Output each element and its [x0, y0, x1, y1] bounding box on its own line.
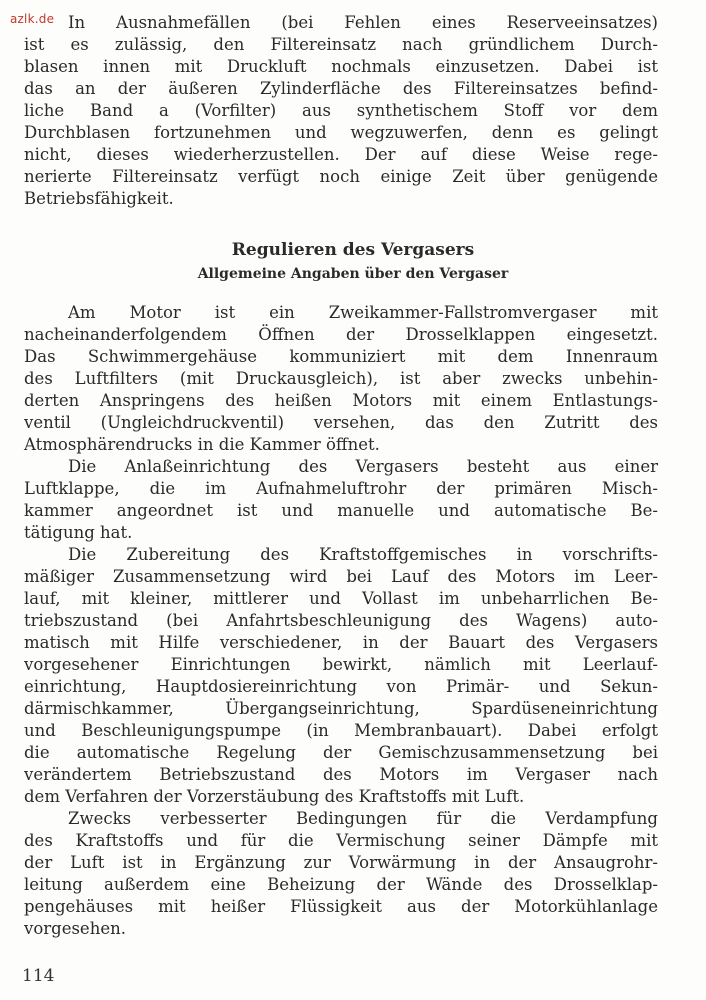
paragraph-filter-cleaning — [24, 12, 658, 210]
text-line: vorgesehen. — [24, 919, 126, 938]
text-line: Durchblasen fortzunehmen und wegzuwerfen, denn es gelingt — [24, 123, 658, 142]
text-line: die automatische Regelung der Gemischzusammensetzung bei — [24, 743, 658, 762]
watermark: azlk.de — [10, 12, 55, 26]
text-line: lauf, mit kleiner, mittlerer und Vollast im unbeharrlichen Be- — [24, 589, 658, 608]
text-line: triebszustand (bei Anfahrtsbeschleunigung des Wagens) auto- — [24, 611, 658, 630]
text-line: leitung außerdem eine Beheizung der Wände des Drosselklap- — [24, 875, 658, 894]
text-line: nicht, dieses wiederherzustellen. Der auf diese Weise rege- — [24, 145, 658, 164]
text-line: des Kraftstoffs und für die Vermischung seiner Dämpfe mit — [24, 831, 658, 850]
text-line: Atmosphärendrucks in die Kammer öffnet. — [24, 435, 380, 454]
text-line: Am Motor ist ein Zweikammer-Fallstromvergaser mit — [68, 303, 658, 322]
text-line: blasen innen mit Druckluft nochmals einzusetzen. Dabei ist — [24, 57, 658, 76]
text-line: verändertem Betriebszustand des Motors im Vergaser nach — [24, 765, 658, 784]
text-line: tätigung hat. — [24, 523, 133, 542]
text-line: und Beschleunigungspumpe (in Membranbauart). Dabei erfolgt — [24, 721, 658, 740]
text-line: vorgesehener Einrichtungen bewirkt, nämlich mit Leerlauf- — [24, 655, 658, 674]
section-heading: Regulieren des Vergasers — [231, 240, 475, 260]
text-line: Zwecks verbesserter Bedingungen für die Verdampfung — [68, 809, 658, 828]
text-line: des Luftfilters (mit Druckausgleich), ist aber zwecks unbehin- — [24, 369, 658, 388]
text-line: Das Schwimmergehäuse kommuniziert mit dem Innenraum — [24, 347, 658, 366]
text-line: dem Verfahren der Vorzerstäubung des Kraftstoffs mit Luft. — [24, 787, 525, 806]
text-line: nerierte Filtereinsatz verfügt noch einige Zeit über genügende — [24, 167, 658, 186]
subsection-heading: Allgemeine Angaben über den Vergaser — [197, 266, 509, 282]
text-line: Luftklappe, die im Aufnahmeluftrohr der primären Misch- — [24, 479, 658, 498]
text-line: derten Anspringens des heißen Motors mit einem Entlastungs- — [24, 391, 658, 410]
text-line: nacheinanderfolgendem Öffnen der Drosselklappen eingesetzt. — [24, 325, 658, 344]
text-line: ventil (Ungleichdruckventil) versehen, das den Zutritt des — [24, 413, 658, 432]
page-number: 114 — [22, 966, 55, 986]
text-line: In Ausnahmefällen (bei Fehlen eines Reserveeinsatzes) — [68, 13, 658, 32]
text-line: Die Anlaßeinrichtung des Vergasers besteht aus einer — [68, 457, 658, 476]
text-line: liche Band a (Vorfilter) aus synthetischem Stoff vor dem — [24, 101, 658, 120]
text-line: kammer angeordnet ist und manuelle und automatische Be- — [24, 501, 658, 520]
text-line: das an der äußeren Zylinderfläche des Filtereinsatzes befind- — [24, 79, 658, 98]
text-line: pengehäuses mit heißer Flüssigkeit aus der Motorkühlanlage — [24, 897, 658, 916]
carburetor-description — [24, 302, 658, 940]
text-line: einrichtung, Hauptdosiereinrichtung von Primär- und Sekun- — [24, 677, 658, 696]
text-line: matisch mit Hilfe verschiedener, in der Bauart des Vergasers — [24, 633, 658, 652]
text-line: Betriebsfähigkeit. — [24, 189, 174, 208]
text-line: mäßiger Zusammensetzung wird bei Lauf des Motors im Leer- — [24, 567, 658, 586]
text-line: därmischkammer, Übergangseinrichtung, Spardüseneinrichtung — [24, 699, 658, 718]
text-line: ist es zulässig, den Filtereinsatz nach gründlichem Durch- — [24, 35, 658, 54]
text-line: Die Zubereitung des Kraftstoffgemisches in vorschrifts- — [68, 545, 658, 564]
text-line: der Luft ist in Ergänzung zur Vorwärmung in der Ansaugrohr- — [24, 853, 658, 872]
